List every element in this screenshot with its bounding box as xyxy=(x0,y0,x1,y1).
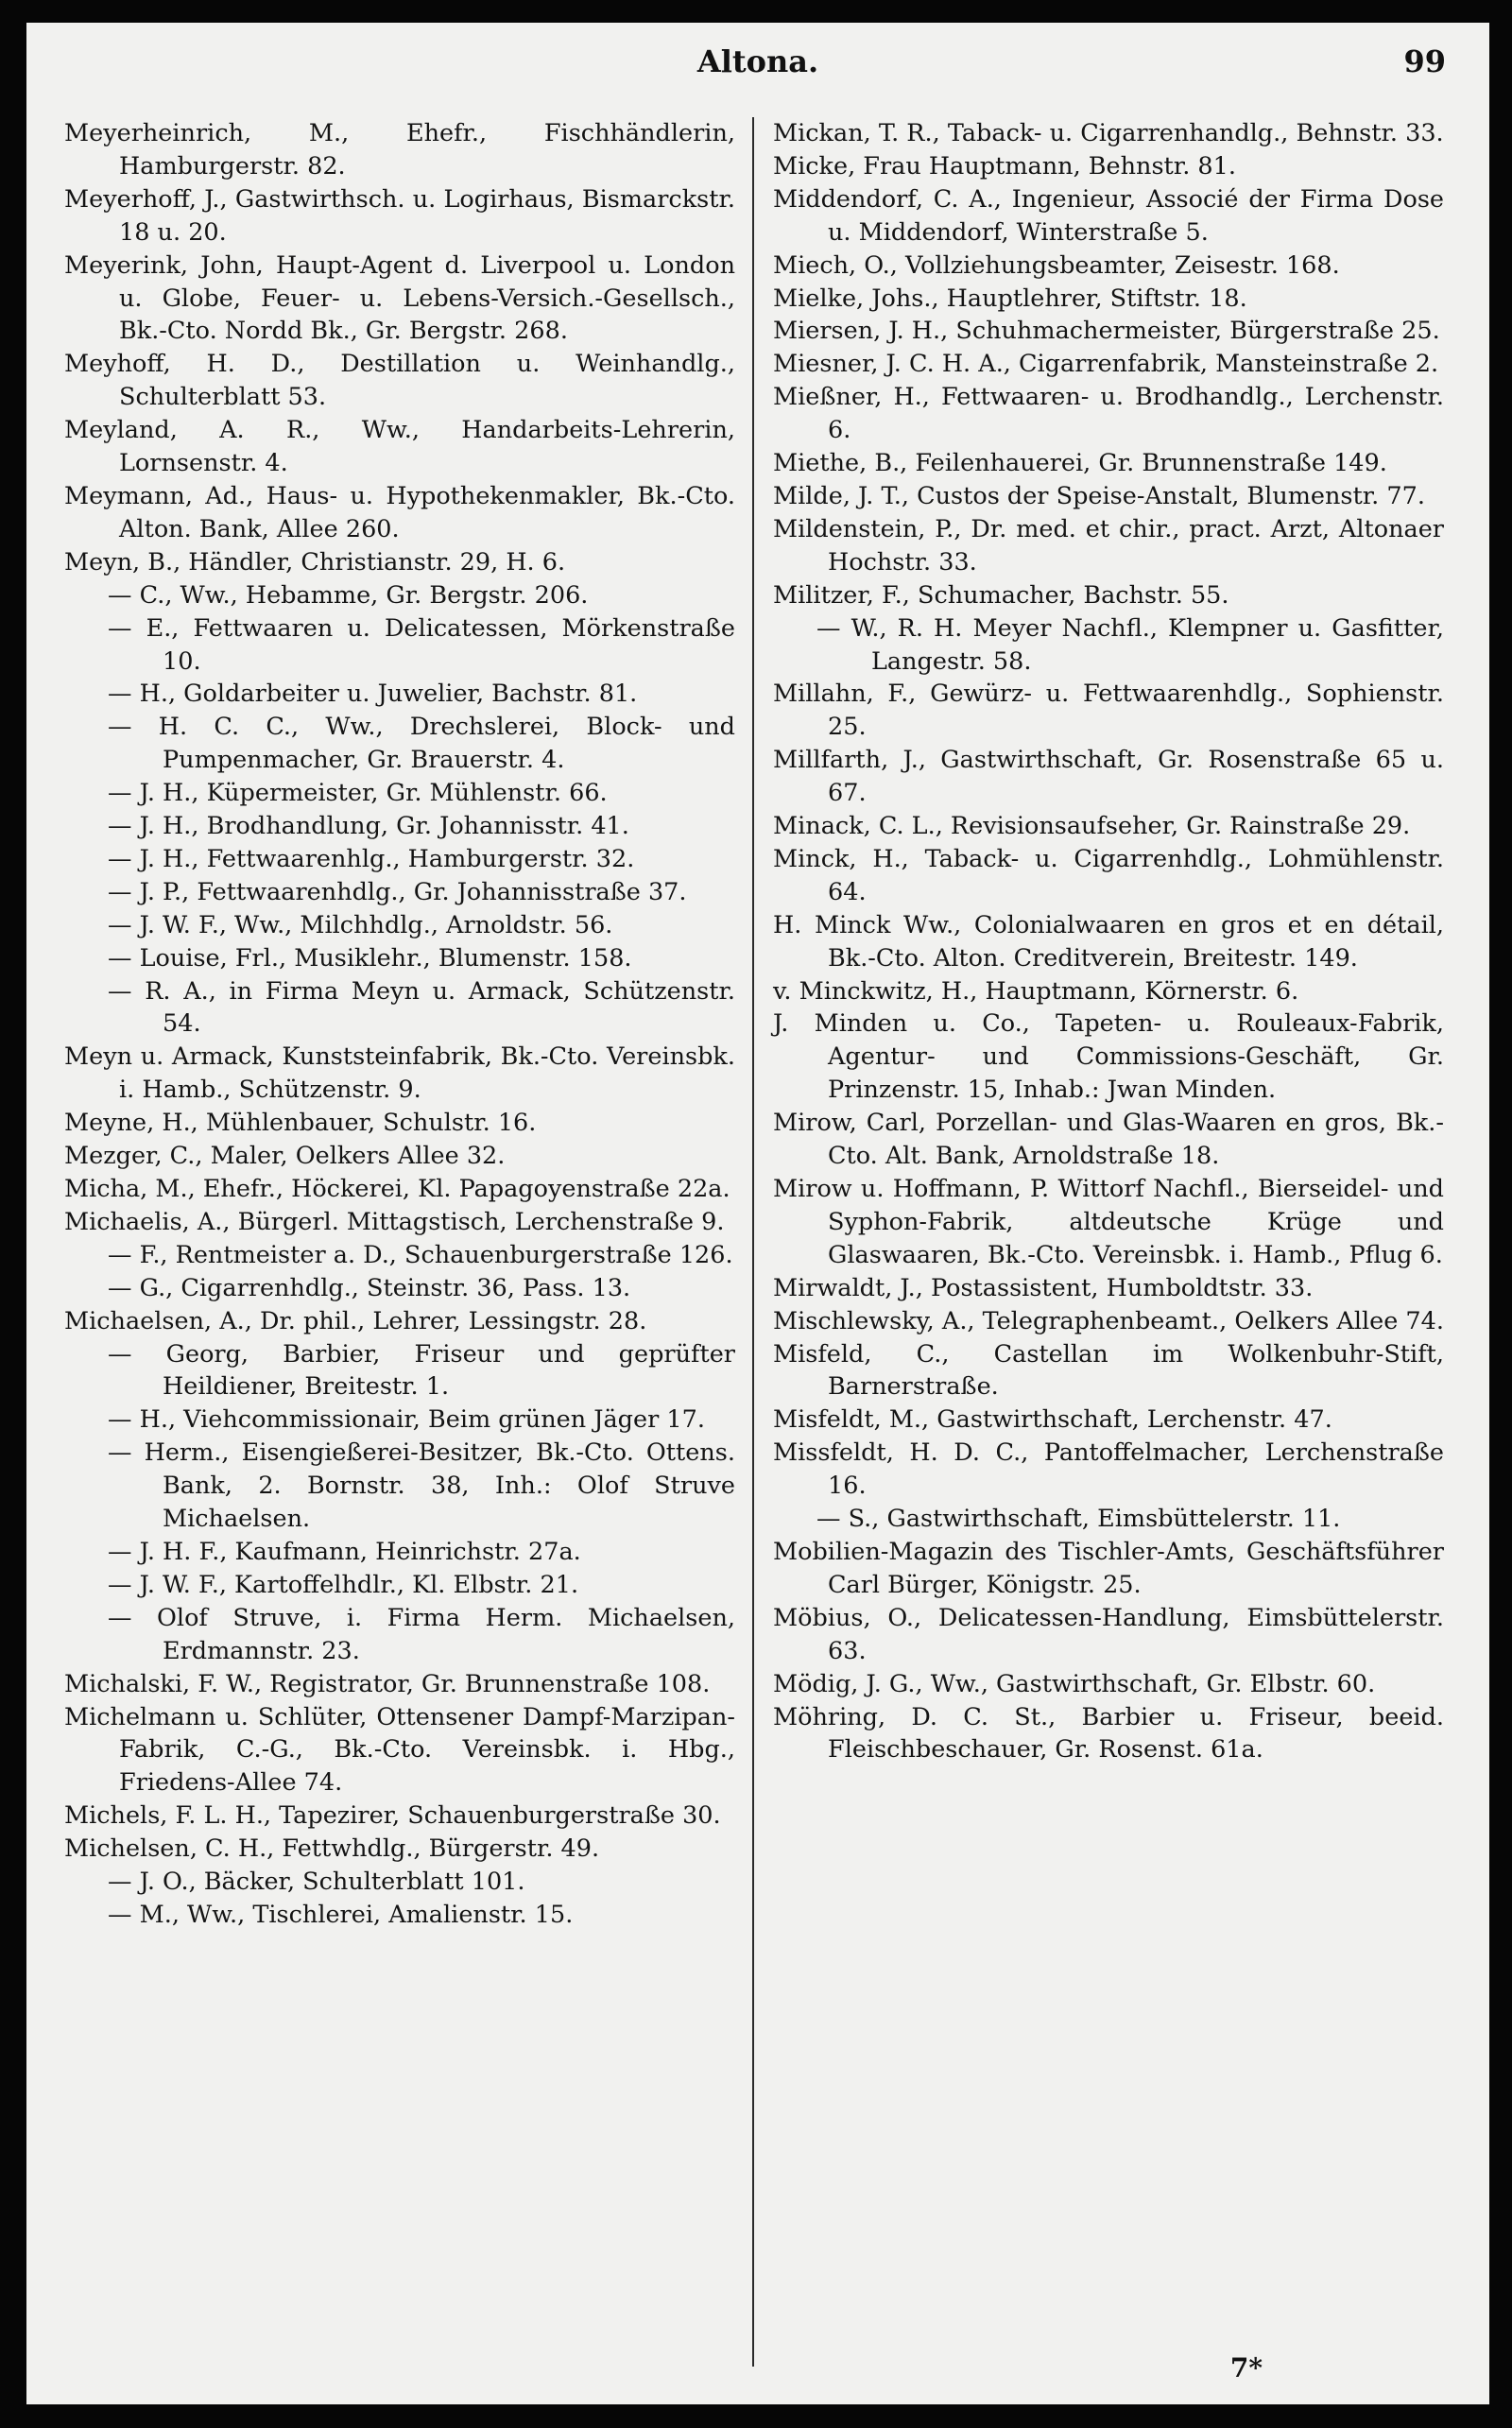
directory-entry: Michaelis, A., Bürgerl. Mittagstisch, Lerchenstraße 9. xyxy=(64,1207,725,1236)
directory-entry: Mielke, Johs., Hauptlehrer, Stiftstr. 18. xyxy=(773,284,1247,313)
directory-entry: Micha, M., Ehefr., Höckerei, Kl. Papagoyenstraße 22a. xyxy=(64,1175,730,1203)
directory-entry: — J. P., Fettwaarenhdlg., Gr. Johannisstraße 37. xyxy=(108,877,687,906)
directory-entry: — G., Cigarrenhdlg., Steinstr. 36, Pass. 13. xyxy=(108,1273,631,1302)
directory-entry: Mobilien-Magazin des Tischler-Amts, Geschäftsführer Carl Bürger, Königstr. 25. xyxy=(773,1537,1444,1599)
directory-entry: — J. O., Bäcker, Schulterblatt 101. xyxy=(108,1868,525,1897)
directory-entry: J. Minden u. Co., Tapeten- u. Rouleaux-Fabrik, Agentur- und Commissions-Geschäft, Gr. Prinzenstr. 15, Inhab.: Jwan Minden. xyxy=(773,1009,1444,1105)
directory-entry: — F., Rentmeister a. D., Schauenburgerstraße 126. xyxy=(108,1240,733,1269)
directory-entry: Meyerink, John, Haupt-Agent d. Liverpool u. London u. Globe, Feuer- u. Lebens-Versich.-Gesellsch., Bk.-Cto. Nordd Bk., Gr. Bergstr. 268. xyxy=(64,250,735,346)
directory-entry: Möbius, O., Delicatessen-Handlung, Eimsbüttelerstr. 63. xyxy=(773,1603,1444,1665)
left-column xyxy=(64,117,735,1932)
directory-entry: Michelsen, C. H., Fettwhdlg., Bürgerstr. 49. xyxy=(64,1834,600,1864)
signature-mark: 7* xyxy=(1229,2352,1263,2384)
column-divider xyxy=(752,117,754,2367)
directory-entry: — R. A., in Firma Meyn u. Armack, Schützenstr. 54. xyxy=(108,976,735,1039)
directory-entry: Meyn u. Armack, Kunststeinfabrik, Bk.-Cto. Vereinsbk. i. Hamb., Schützenstr. 9. xyxy=(64,1042,735,1105)
page-number: 99 xyxy=(1403,43,1446,79)
directory-entry: Misfeldt, M., Gastwirthschaft, Lerchenstr. 47. xyxy=(773,1405,1332,1435)
directory-entry: Möhring, D. C. St., Barbier u. Friseur, beeid. Fleischbeschauer, Gr. Rosenst. 61a. xyxy=(773,1702,1444,1765)
directory-entry: Milde, J. T., Custos der Speise-Anstalt, Blumenstr. 77. xyxy=(773,481,1425,510)
directory-entry: Miethe, B., Feilenhauerei, Gr. Brunnenstraße 149. xyxy=(773,449,1387,478)
directory-entry: Meyerheinrich, M., Ehefr., Fischhändlerin, Hamburgerstr. 82. xyxy=(64,119,735,181)
directory-entry: Meyhoff, H. D., Destillation u. Weinhandlg., Schulterblatt 53. xyxy=(64,350,735,412)
directory-entry: Millahn, F., Gewürz- u. Fettwaarenhdlg., Sophienstr. 25. xyxy=(773,680,1444,742)
directory-entry: — H., Goldarbeiter u. Juwelier, Bachstr. 81. xyxy=(108,680,638,709)
directory-page xyxy=(26,23,1489,2404)
directory-entry: Mödig, J. G., Ww., Gastwirthschaft, Gr. Elbstr. 60. xyxy=(773,1669,1376,1698)
directory-entry: Missfeldt, H. D. C., Pantoffelmacher, Lerchenstraße 16. xyxy=(773,1438,1444,1501)
page-header xyxy=(26,43,1489,100)
directory-entry: Michels, F. L. H., Tapezirer, Schauenburgerstraße 30. xyxy=(64,1801,721,1831)
directory-entry: Miesner, J. C. H. A., Cigarrenfabrik, Mansteinstraße 2. xyxy=(773,350,1439,379)
directory-entry: Mirow u. Hoffmann, P. Wittorf Nachfl., Bierseidel- und Syphon-Fabrik, altdeutsche Krüge und Glaswaaren, Bk.-Cto. Vereinsbk. i. Hamb., Pflug 6. xyxy=(773,1175,1444,1269)
directory-entry: Michelmann u. Schlüter, Ottensener Dampf-Marzipan-Fabrik, C.-G., Bk.-Cto. Vereinsbk. i. Hbg., Friedens-Allee 74. xyxy=(64,1702,735,1798)
directory-entry: Mischlewsky, A., Telegraphenbeamt., Oelkers Allee 74. xyxy=(773,1306,1444,1335)
directory-entry: Meyland, A. R., Ww., Handarbeits-Lehrerin, Lornsenstr. 4. xyxy=(64,416,735,478)
directory-entry: — H. C. C., Ww., Drechslerei, Block- und Pumpenmacher, Gr. Brauerstr. 4. xyxy=(108,713,735,775)
right-column xyxy=(773,117,1444,1766)
directory-entry: Mirwaldt, J., Postassistent, Humboldtstr. 33. xyxy=(773,1273,1314,1302)
directory-entry: Misfeld, C., Castellan im Wolkenbuhr-Stift, Barnerstraße. xyxy=(773,1339,1444,1402)
directory-entry: H. Minck Ww., Colonialwaaren en gros et en détail, Bk.-Cto. Alton. Creditverein, Breitestr. 149. xyxy=(773,910,1444,973)
directory-entry: — W., R. H. Meyer Nachfl., Klempner u. Gasfitter, Langestr. 58. xyxy=(816,613,1444,676)
directory-entry: Meymann, Ad., Haus- u. Hypothekenmakler, Bk.-Cto. Alton. Bank, Allee 260. xyxy=(64,481,735,543)
directory-entry: Militzer, F., Schumacher, Bachstr. 55. xyxy=(773,580,1229,610)
directory-entry: — J. W. F., Ww., Milchhdlg., Arnoldstr. 56. xyxy=(108,910,613,939)
directory-entry: — J. H., Brodhandlung, Gr. Johannisstr. 41. xyxy=(108,812,629,841)
directory-entry: Meyerhoff, J., Gastwirthsch. u. Logirhaus, Bismarckstr. 18 u. 20. xyxy=(64,184,735,247)
directory-entry: Millfarth, J., Gastwirthschaft, Gr. Rosenstraße 65 u. 67. xyxy=(773,746,1444,808)
directory-entry: — Louise, Frl., Musiklehr., Blumenstr. 158. xyxy=(108,943,632,973)
directory-entry: — J. H. F., Kaufmann, Heinrichstr. 27a. xyxy=(108,1537,581,1566)
directory-entry: Micke, Frau Hauptmann, Behnstr. 81. xyxy=(773,151,1236,181)
directory-entry: — C., Ww., Hebamme, Gr. Bergstr. 206. xyxy=(108,580,589,610)
directory-entry: Minck, H., Taback- u. Cigarrenhdlg., Lohmühlenstr. 64. xyxy=(773,844,1444,906)
directory-entry: Mießner, H., Fettwaaren- u. Brodhandlg., Lerchenstr. 6. xyxy=(773,383,1444,445)
page-title: Altona. xyxy=(696,43,819,79)
directory-entry: — J. H., Küpermeister, Gr. Mühlenstr. 66. xyxy=(108,779,608,808)
directory-entry: — J. H., Fettwaarenhlg., Hamburgerstr. 32. xyxy=(108,844,635,873)
directory-entry: Michalski, F. W., Registrator, Gr. Brunnenstraße 108. xyxy=(64,1669,711,1698)
directory-entry: Miech, O., Vollziehungsbeamter, Zeisestr. 168. xyxy=(773,250,1340,280)
directory-entry: Mickan, T. R., Taback- u. Cigarrenhandlg., Behnstr. 33. xyxy=(773,119,1444,147)
directory-entry: Miersen, J. H., Schuhmachermeister, Bürgerstraße 25. xyxy=(773,317,1440,346)
directory-entry: Mildenstein, P., Dr. med. et chir., pract. Arzt, Altonaer Hochstr. 33. xyxy=(773,514,1444,577)
directory-entry: — H., Viehcommissionair, Beim grünen Jäger 17. xyxy=(108,1405,705,1435)
directory-entry: Mirow, Carl, Porzellan- und Glas-Waaren en gros, Bk.-Cto. Alt. Bank, Arnoldstraße 18. xyxy=(773,1109,1444,1171)
directory-entry: — J. W. F., Kartoffelhdlr., Kl. Elbstr. 21. xyxy=(108,1570,579,1599)
directory-entry: — Olof Struve, i. Firma Herm. Michaelsen, Erdmannstr. 23. xyxy=(108,1603,735,1665)
directory-entry: — M., Ww., Tischlerei, Amalienstr. 15. xyxy=(108,1900,574,1929)
directory-entry: — E., Fettwaaren u. Delicatessen, Mörkenstraße 10. xyxy=(108,613,735,676)
directory-entry: Meyne, H., Mühlenbauer, Schulstr. 16. xyxy=(64,1109,537,1138)
directory-entry: Mezger, C., Maler, Oelkers Allee 32. xyxy=(64,1142,506,1171)
directory-entry: — S., Gastwirthschaft, Eimsbüttelerstr. 11. xyxy=(816,1505,1341,1534)
directory-entry: — Georg, Barbier, Friseur und geprüfter Heildiener, Breitestr. 1. xyxy=(108,1339,735,1402)
directory-entry: Minack, C. L., Revisionsaufseher, Gr. Rainstraße 29. xyxy=(773,812,1411,841)
directory-entry: — Herm., Eisengießerei-Besitzer, Bk.-Cto. Ottens. Bank, 2. Bornstr. 38, Inh.: Olof Struve Michaelsen. xyxy=(108,1438,735,1534)
directory-entry: Michaelsen, A., Dr. phil., Lehrer, Lessingstr. 28. xyxy=(64,1306,647,1335)
directory-entry: Middendorf, C. A., Ingenieur, Associé der Firma Dose u. Middendorf, Winterstraße 5. xyxy=(773,184,1444,247)
directory-entry: v. Minckwitz, H., Hauptmann, Körnerstr. 6. xyxy=(773,976,1299,1006)
directory-entry: Meyn, B., Händler, Christianstr. 29, H. 6. xyxy=(64,547,566,577)
